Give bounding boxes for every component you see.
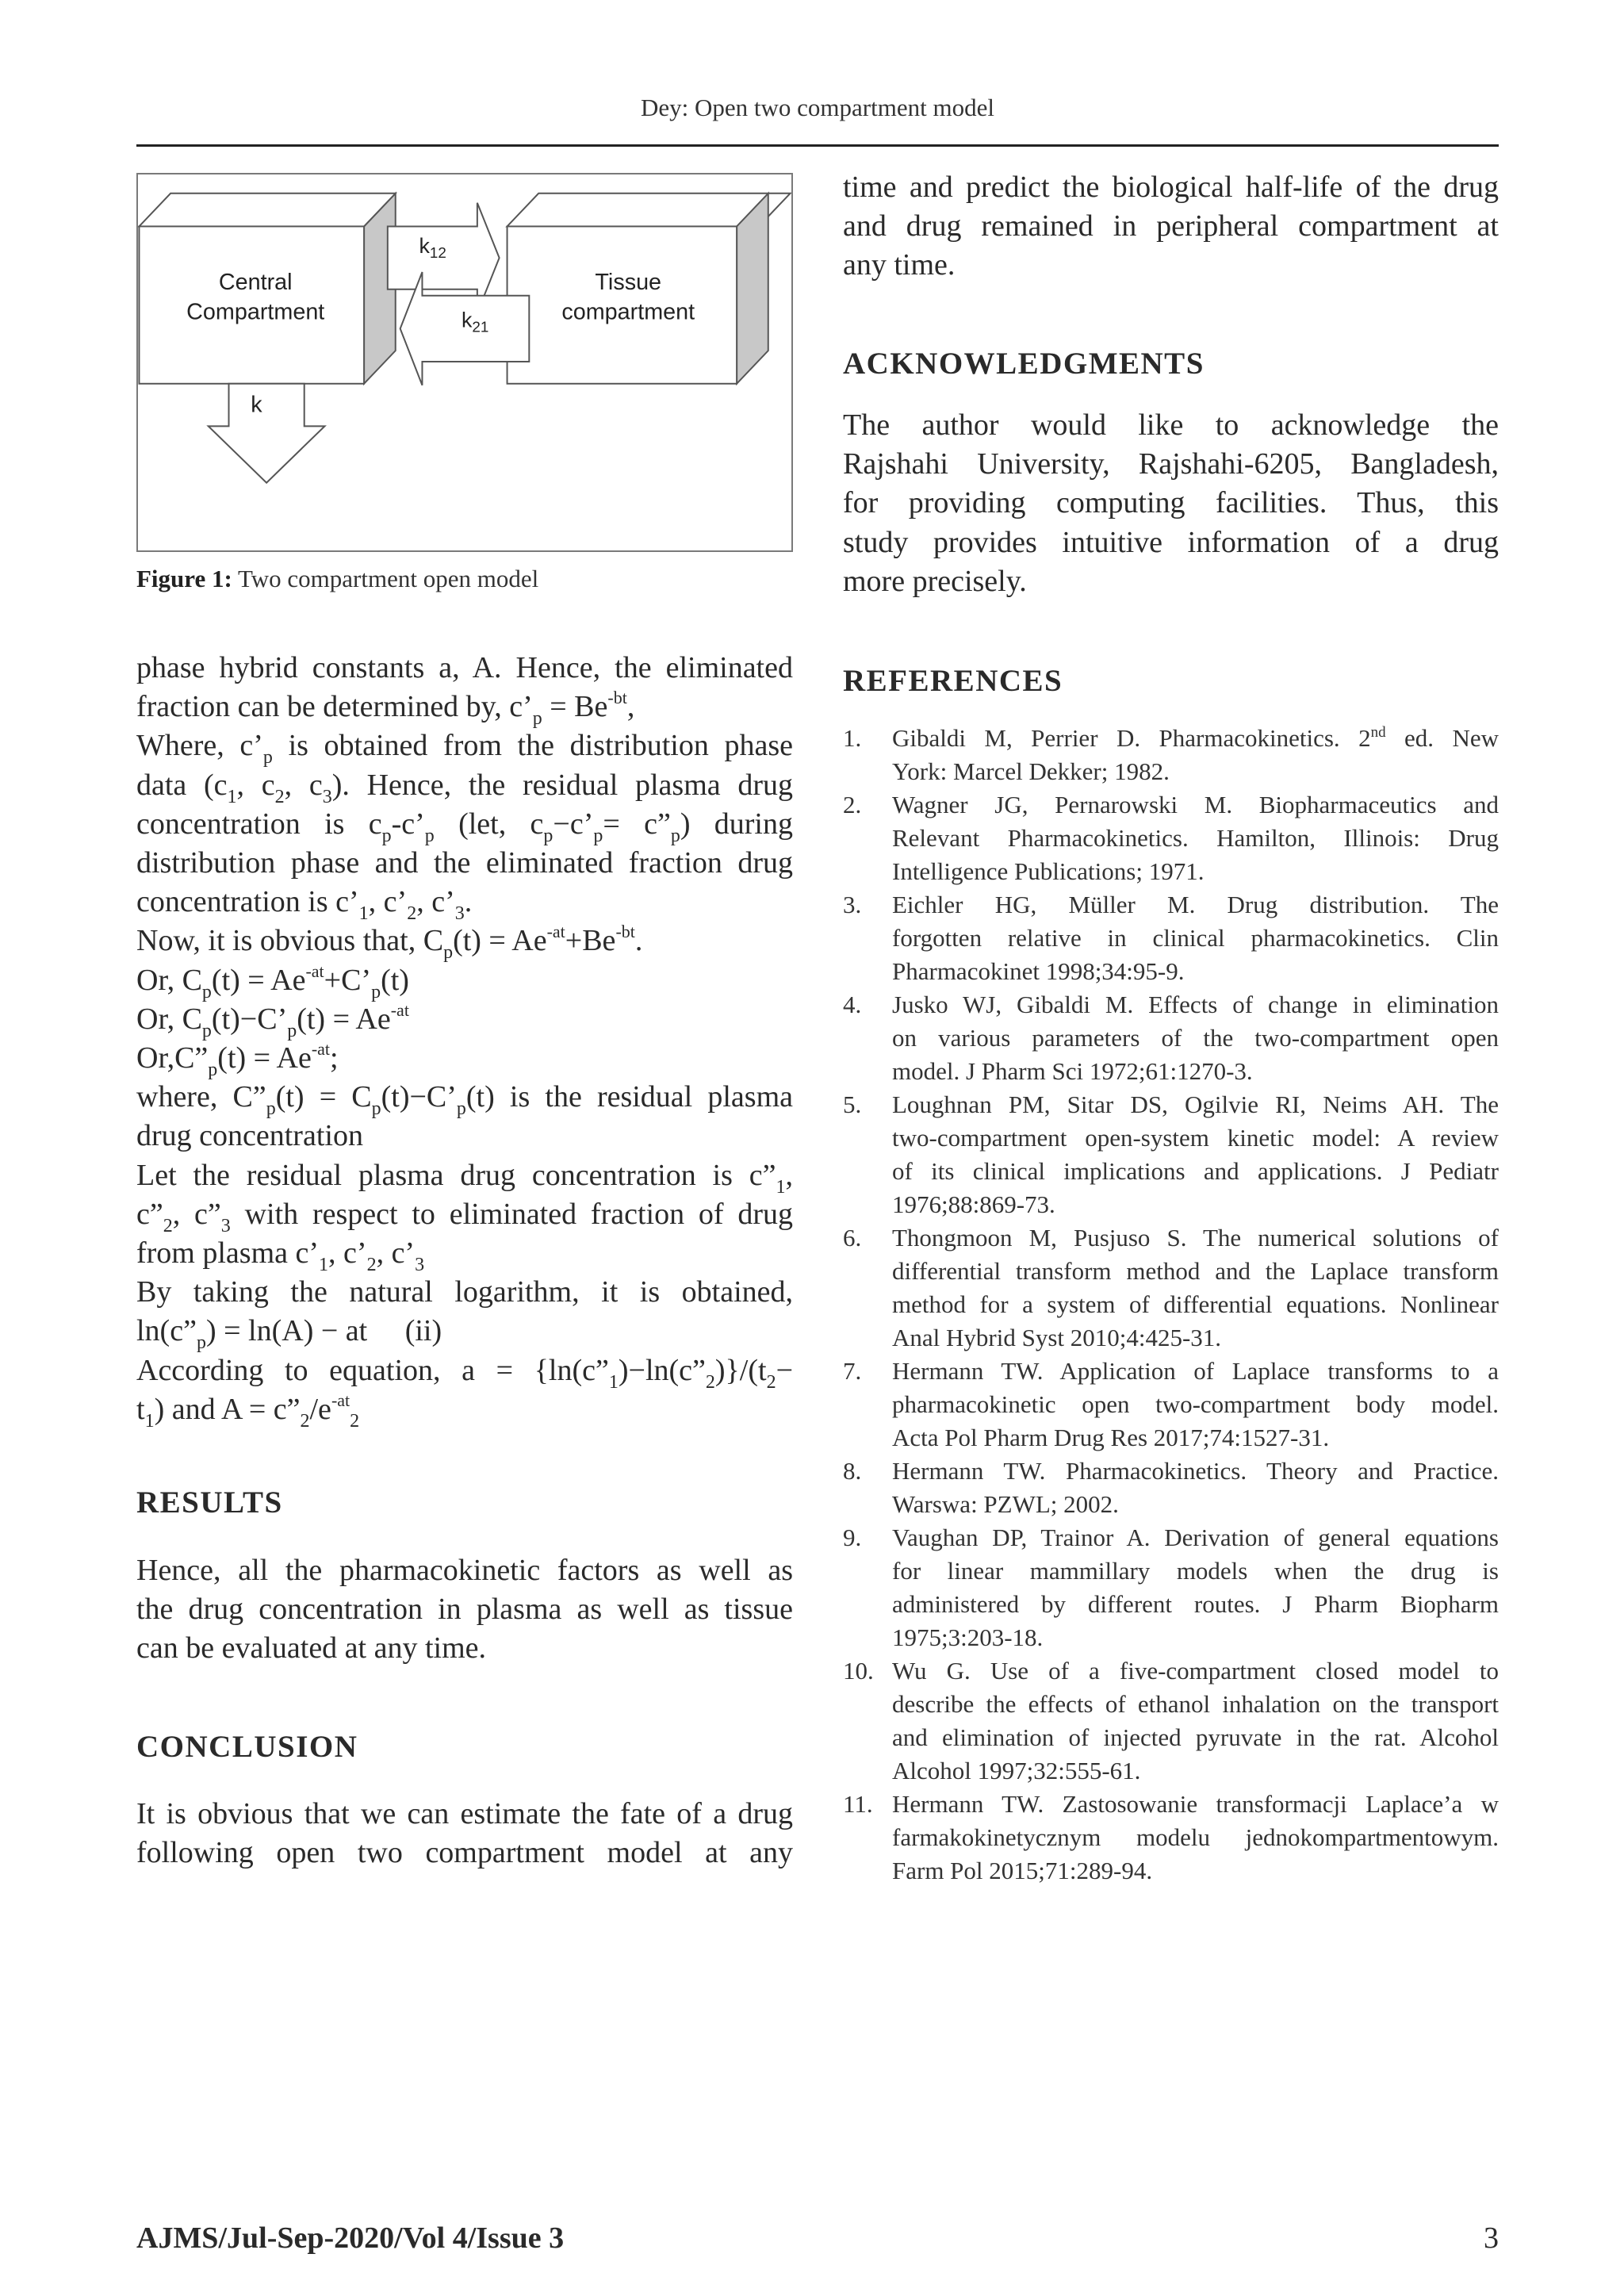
figure-diagram (138, 174, 791, 550)
tissue-label-line1: Tissue (595, 269, 662, 295)
reference-item: 3. Eichler HG, Müller M. Drug distribution. The forgotten relative in clinical pharmacokinetics. Clin Pharmacokinet 1998;34:95-9. (843, 891, 1499, 985)
tissue-label-line2: compartment (561, 299, 695, 325)
reference-item: 2. Wagner JG, Pernarowski M. Biopharmaceutics and Relevant Pharmacokinetics. Hamilton, Illinois: Drug Intelligence Publications; 1971. (843, 791, 1499, 885)
central-box-top (139, 194, 395, 227)
reference-item: 1. Gibaldi M, Perrier D. Pharmacokinetics. 2nd ed. New York: Marcel Dekker; 1982. (843, 724, 1500, 785)
reference-item: 8. Hermann TW. Pharmacokinetics. Theory and Practice. Warswa: PZWL; 2002. (843, 1457, 1499, 1518)
k-elimination-arrow (209, 384, 325, 483)
reference-item: 6. Thongmoon M, Pusjuso S. The numerical solutions of differential transform method and the Laplace transform method for a system of differential equations. Nonlinear Anal Hybrid Syst 2010;4:425-31. (843, 1224, 1499, 1351)
reference-item: 5. Loughnan PM, Sitar DS, Ogilvie RI, Neims AH. The two-compartment open-system kinetic model: A review of its clinical implications and applications. J Pediatr 1976;88:869-73. (843, 1091, 1499, 1218)
k12-label: $k_{12}$ (419, 234, 446, 262)
k21-label: $k_{21}$ (462, 308, 489, 335)
page-number: 3 (1484, 2221, 1499, 2255)
results-heading: RESULTS (136, 1485, 283, 1520)
reference-item: 10. Wu G. Use of a five-compartment closed model to describe the effects of ethanol inhalation on the transport and elimination of injected pyruvate in the rat. Alcohol Alcohol 1997;32:555-61. (843, 1657, 1499, 1784)
running-header: Dey: Open two compartment model (641, 94, 994, 121)
reference-item: 9. Vaughan DP, Trainor A. Derivation of general equations for linear mammillary models when the drug is administered by different routes. J Pharm Biopharm 1975;3:203-18. (843, 1524, 1499, 1651)
tissue-box-side (737, 194, 768, 384)
reference-item: 7. Hermann TW. Application of Laplace transforms to a pharmacokinetic open two-compartment body model. Acta Pol Pharm Drug Res 2017;74:1527-31. (843, 1357, 1499, 1451)
derivation-text: phase hybrid constants a, A. Hence, the eliminated fraction can be determined by, $c’_p = Be^{-bt}$, Where, $c’_p$ is obtained from the distribution phase data ($c_1$, $c_2$, $c_3$). Hence, the residual plasma drug concentration is $c_p-c’_p$ (let, $c_p-c’_p=$ $c”_p$) during distribution phase and the eliminated fraction drug concentration is $c’_1$, $c’_2$, $c’_3$. Now, it is obvious that, $C_p(t) = Ae^{-at}+Be^{-bt}$. Or, $C_p(t)$ = $Ae^{-at}+C’_p(t)$ Or, $C_p(t)-C’_p(t) = Ae^{-at}$ $Or,C”_p(t) = Ae^{-at}$; where, $C”_p(t)$ = $C_p(t)-C’_p(t)$ is the residual plasma drug concentration Let the residual plasma drug concentration is $c”_1$, $c”_2$, $c”_3$ with respect to eliminated fraction of drug from plasma $c’_1$, $c’_2$, $c’_3$ By taking the natural logarithm, it is obtained, $\ln(c”_p) = \ln(A)$ − at (ii) According to equation, $a = \{\ln(c”_1)-\ln(c”_2)\}/(t_2-$ $t_1$) and $A = c”_2/e^{-at}_2$ (136, 651, 794, 1432)
figure-caption-text: Two compartment open model (232, 565, 539, 592)
central-label-line1: Central (218, 269, 293, 295)
results-text: Hence, all the pharmacokinetic factors as well as the drug concentration in plasma as well as tissue can be evaluated at any time. (136, 1554, 793, 1665)
figure-two-compartment-model (136, 173, 793, 552)
figure-caption (136, 565, 538, 593)
reference-item: 4. Jusko WJ, Gibaldi M. Effects of change in elimination on various parameters of the two-compartment open model. J Pharm Sci 1972;61:1270-3. (843, 991, 1499, 1085)
continuation-text: time and predict the biological half-life of the drug and drug remained in peripheral compartment at any time. (843, 171, 1499, 282)
central-label-line2: Compartment (186, 299, 325, 325)
references-list (843, 722, 1499, 1888)
journal-footer: AJMS/Jul-Sep-2020/Vol 4/Issue 3 (136, 2221, 565, 2255)
acknowledgments-heading: ACKNOWLEDGMENTS (843, 347, 1205, 381)
k-label: k (251, 392, 262, 418)
acknowledgments-text: The author would like to acknowledge the Rajshahi University, Rajshahi-6205, Bangladesh, for providing computing facilities. Thus, this study provides intuitive information of a drug more precisely. (843, 408, 1499, 598)
figure-caption-label: Figure 1: (136, 565, 232, 592)
reference-item: 11. Hermann TW. Zastosowanie transformacji Laplace’a w farmakokinetycznym modelu jednokompartmentowym. Farm Pol 2015;71:289-94. (843, 1790, 1499, 1884)
header-rule (136, 144, 1499, 147)
conclusion-heading: CONCLUSION (136, 1730, 358, 1764)
conclusion-text: It is obvious that we can estimate the fate of a drug following open two compartment model at any (136, 1797, 793, 1870)
references-heading: REFERENCES (843, 664, 1063, 698)
